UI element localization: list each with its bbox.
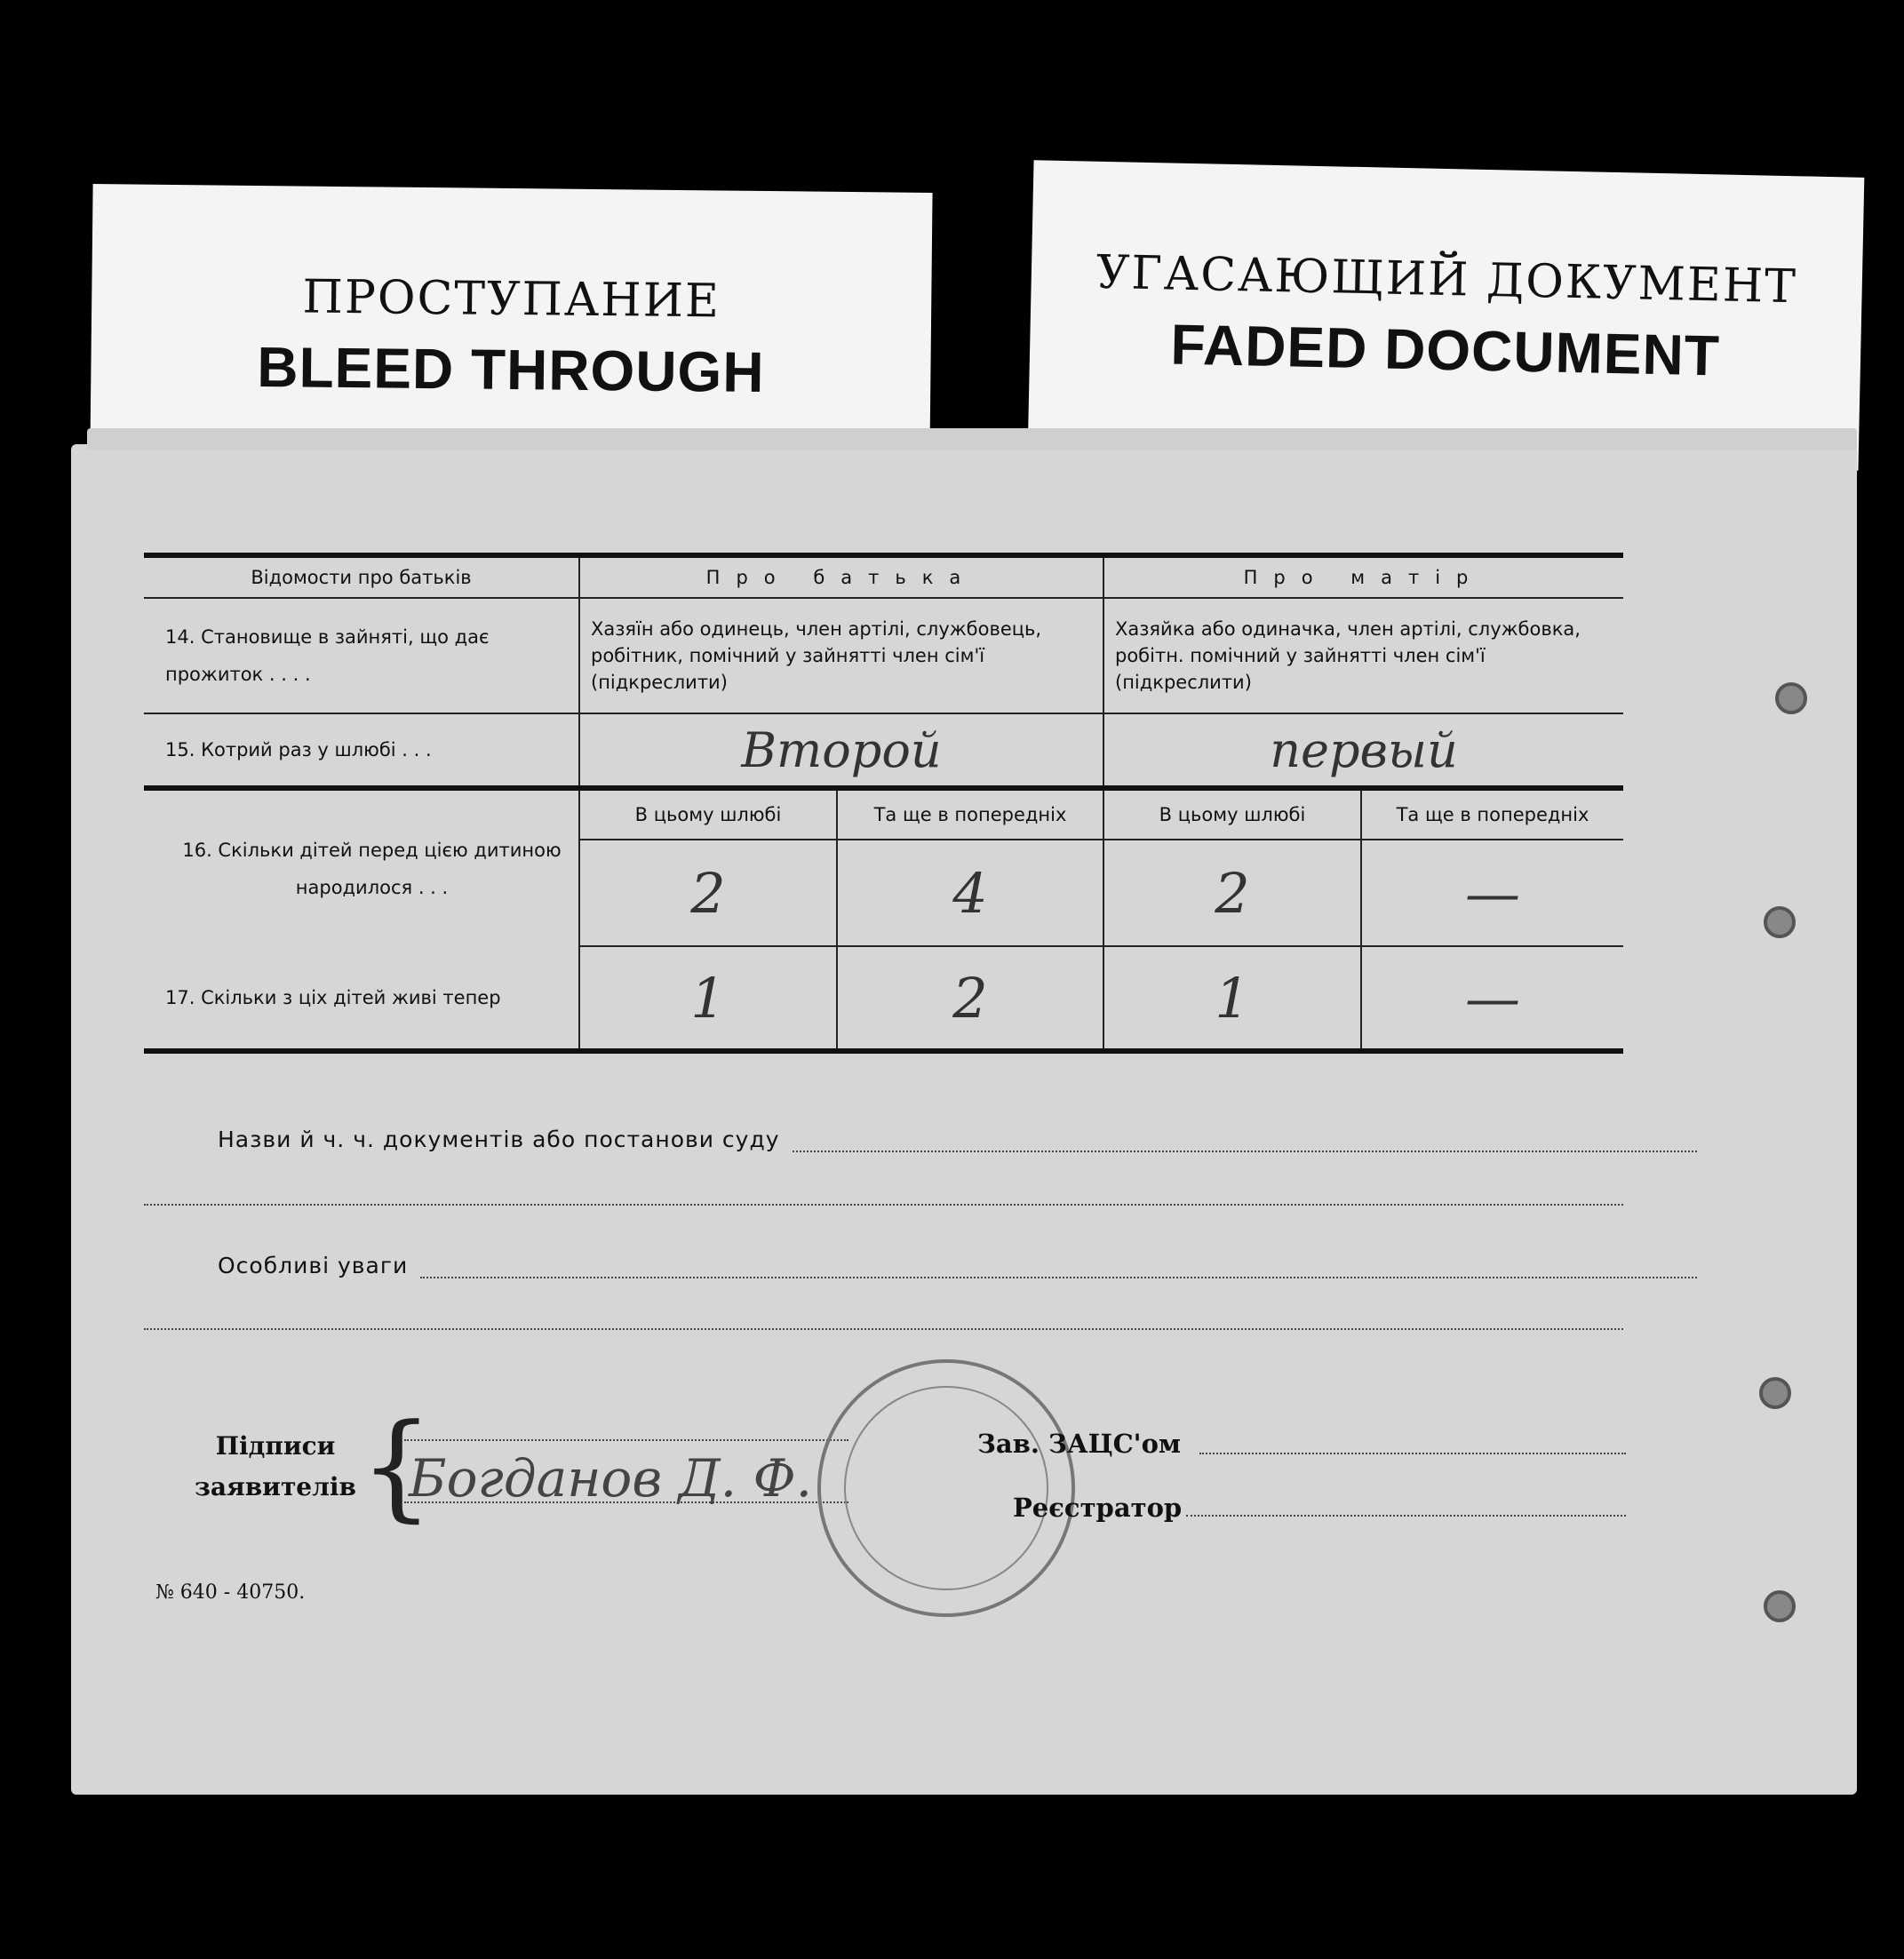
signature-brace: { [360,1398,434,1533]
registrar-signature-line [1186,1515,1626,1517]
signatures-label: Підписи заявителів [195,1431,356,1501]
document-sheet [71,444,1857,1795]
q17-mother-prev: — [1361,946,1623,1051]
remarks-dotted-line [420,1271,1697,1278]
q16-label: 16. Скільки дітей перед цією дитиною народилося . . . [144,788,579,946]
header-father: Про батька [579,555,1103,598]
documents-line [218,1127,1697,1152]
header-mother: Про матір [1103,555,1623,598]
subheader-father-previous: Та ще в попередніх [837,788,1103,840]
table-subheader-row [144,788,1623,840]
documents-dotted-line [793,1145,1697,1152]
header-parents-info: Відомости про батьків [144,555,579,598]
head-signature-line [1199,1453,1626,1454]
q14-father-options: Хазяїн або одинець, член артілі, службовець, робітник, помічний у зайнятті член сім'ї (підкреслити) [579,598,1103,713]
remarks-label: Особливі уваги [218,1253,409,1278]
signature-dotted-line-1 [404,1439,848,1441]
punch-hole [1775,682,1807,714]
subheader-father-this-marriage: В цьому шлюбі [579,788,837,840]
label-russian: УГАСАЮЩИЙ ДОКУМЕНТ [1095,245,1798,315]
q16-mother-prev: — [1361,840,1623,946]
table-row-q17 [144,946,1623,1051]
table-header-row [144,555,1623,598]
q14-mother-options: Хазяйка або одиначка, член артілі, службовка, робітн. помічний у зайнятті член сім'ї (підкреслити) [1103,598,1623,713]
q17-father-prev: 2 [837,946,1103,1051]
bleed-through-label-card [90,184,932,459]
subheader-mother-previous: Та ще в попередніх [1396,804,1589,825]
q16-father-this: 2 [579,840,837,946]
q17-mother-this: 1 [1103,946,1361,1051]
q17-father-this: 1 [579,946,837,1051]
subheader-mother-this-marriage: В цьому шлюбі [1103,788,1361,840]
label-english: BLEED THROUGH [256,335,765,404]
q17-label: 17. Скільки з ціх дітей живі тепер [144,946,579,1051]
q16-father-prev: 4 [837,840,1103,946]
faded-document-label-card [1028,160,1865,471]
remarks-line [218,1253,1697,1278]
q15-mother-value: первый [1103,713,1623,788]
punch-hole [1764,906,1796,938]
documents-dotted-line-2 [144,1204,1623,1206]
punch-hole [1764,1590,1796,1622]
punch-hole [1759,1377,1791,1409]
table-row-q14 [144,598,1623,713]
q14-label: 14. Становище в зайняті, що дає прожиток . . . . [144,598,579,713]
remarks-dotted-line-2 [144,1328,1623,1330]
q15-label: 15. Котрий раз у шлюбі . . . [144,713,579,788]
parents-info-form [144,553,1623,1054]
documents-label: Назви й ч. ч. документів або постанови суду [218,1127,780,1152]
parents-info-table [144,553,1623,1054]
label-english: FADED DOCUMENT [1169,312,1721,388]
registrar-label: Реєстратор [1013,1493,1183,1523]
document-number: № 640 - 40750. [155,1581,306,1604]
q15-father-value: Второй [579,713,1103,788]
label-russian: ПРОСТУПАНИЕ [302,270,721,329]
head-label: Зав. ЗАЦС'ом [977,1429,1182,1459]
q16-mother-this: 2 [1103,840,1361,946]
table-row-q15 [144,713,1623,788]
applicant-signature: Богданов Д. Ф. [409,1448,813,1509]
official-stamp [817,1359,1075,1617]
